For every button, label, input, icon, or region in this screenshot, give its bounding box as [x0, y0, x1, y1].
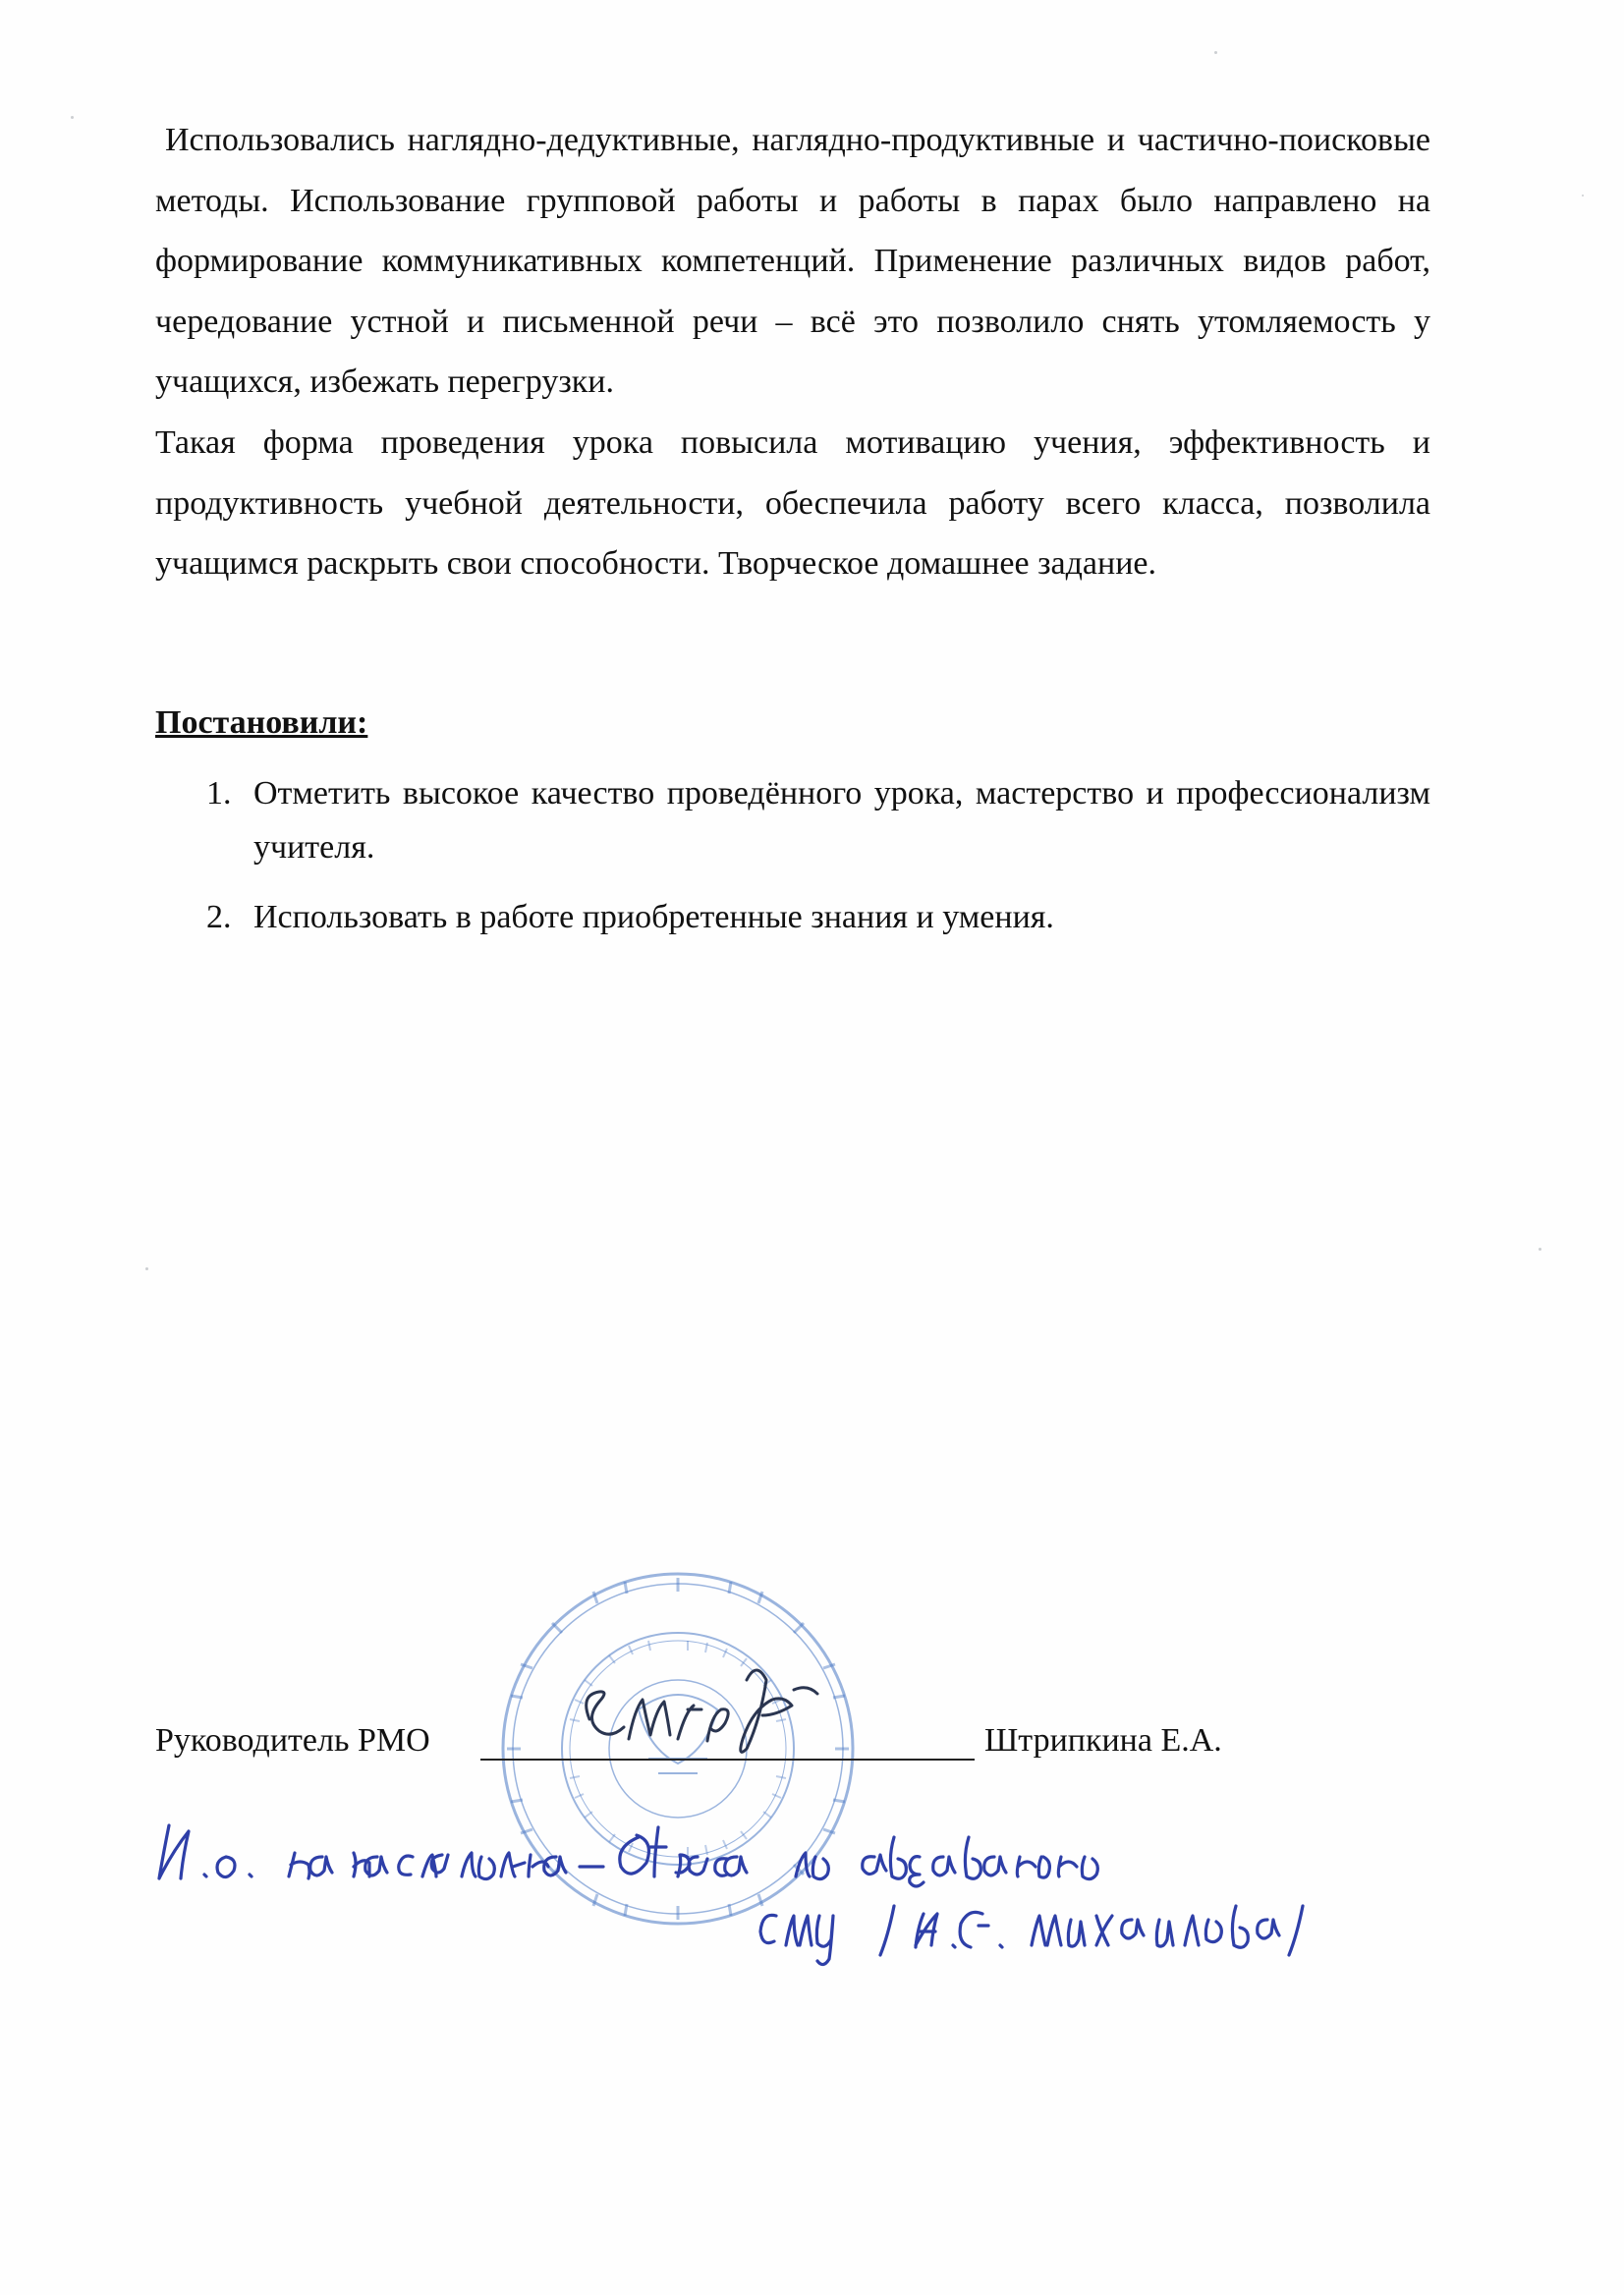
resolution-item [196, 890, 1430, 944]
signature-label: Руководитель РМО [155, 1722, 430, 1759]
scan-speck [71, 116, 74, 119]
resolved-heading: Постановили: [155, 704, 368, 741]
resolution-number: 1. [206, 775, 232, 812]
resolution-item [196, 766, 1430, 874]
resolution-number: 2. [206, 899, 232, 935]
resolution-text: Использовать в работе приобретенные знания и умения. [253, 899, 1054, 935]
handwritten-note [147, 1798, 1425, 1985]
body-text [155, 110, 1430, 594]
resolution-text: Отметить высокое качество проведённого урока, мастерство и профессионализм учителя. [253, 775, 1430, 866]
resolutions-list [196, 766, 1430, 944]
signatory-name: Штрипкина Е.А. [984, 1722, 1222, 1759]
paragraph-lesson-form: Такая форма проведения урока повысила мотивацию учения, эффективность и продуктивность учебной деятельности, обеспечила работу всего класса, позволила учащимся раскрыть свои способности. Творческое домашнее задание. [155, 423, 1430, 583]
paragraph-methods: Использовались наглядно-дедуктивные, наглядно-продуктивные и частично-поисковые методы. Использование групповой работы и работы в парах было направлено на формирование коммуникативных компетенций. Применение различных видов работ, чередование устной и письменной речи – всё это позволило снять утомляемость у учащихся, избежать перегрузки. [155, 122, 1430, 401]
scan-speck [1214, 51, 1217, 54]
scan-speck [145, 1267, 148, 1270]
handwritten-signature [570, 1651, 845, 1768]
scan-speck [1539, 1248, 1541, 1251]
scan-speck [1582, 195, 1584, 196]
